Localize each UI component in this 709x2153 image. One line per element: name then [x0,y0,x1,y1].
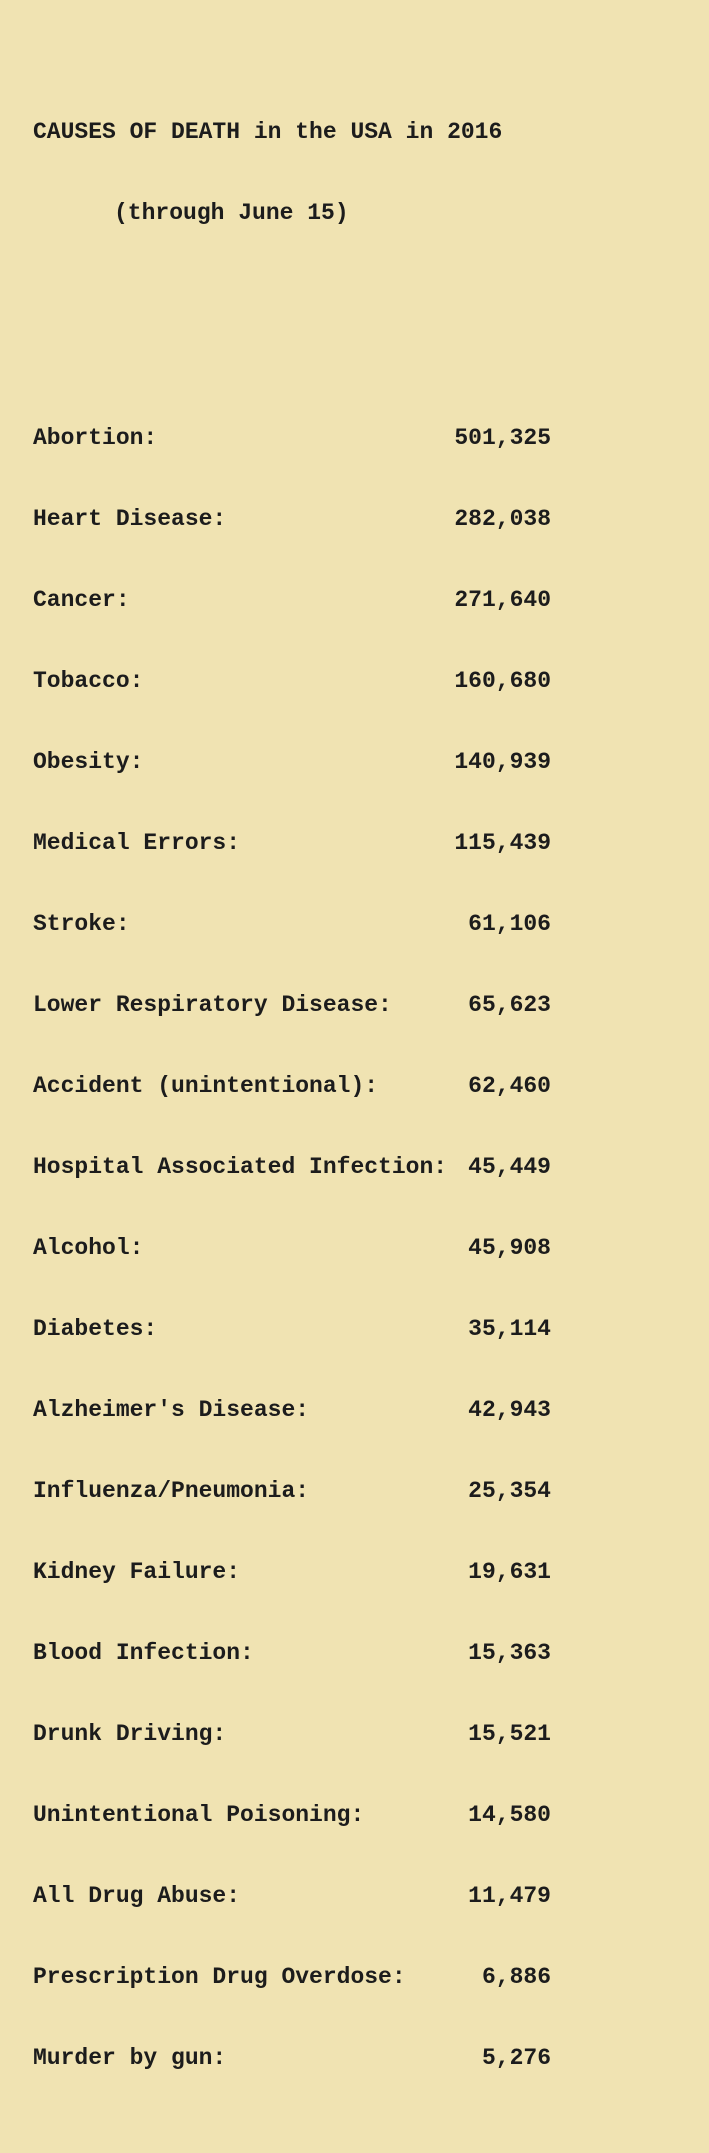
cause-label: Diabetes: [33,1316,158,1342]
cause-value: 14,580 [468,1802,551,1828]
list-item [33,1964,551,1991]
list-item [33,2045,551,2072]
cause-value: 25,354 [468,1478,551,1504]
list-item [33,1640,551,1667]
cause-value: 62,460 [468,1073,551,1099]
cause-value: 11,479 [468,1883,551,1909]
list-item [33,830,551,857]
cause-value: 15,363 [468,1640,551,1666]
list-item [33,1397,551,1424]
cause-value: 160,680 [454,668,551,694]
cause-label: All Drug Abuse: [33,1883,241,1909]
cause-value: 19,631 [468,1559,551,1585]
cause-label: Prescription Drug Overdose: [33,1964,406,1990]
page-title: CAUSES OF DEATH in the USA in 2016 [33,119,503,145]
cause-label: Stroke: [33,911,130,937]
cause-label: Medical Errors: [33,830,241,856]
list-item [33,1721,551,1748]
cause-label: Cancer: [33,587,130,613]
cause-value: 42,943 [468,1397,551,1423]
list-item [33,1883,551,1910]
cause-label: Heart Disease: [33,506,227,532]
list-item [33,668,551,695]
cause-label: Alzheimer's Disease: [33,1397,310,1423]
list-item [33,1154,551,1181]
cause-label: Hospital Associated Infection: [33,1154,448,1180]
list-item [33,587,551,614]
header [33,65,551,281]
cause-value: 35,114 [468,1316,551,1342]
cause-value: 282,038 [454,506,551,532]
cause-value: 45,449 [468,1154,551,1180]
cause-value: 271,640 [454,587,551,613]
cause-value: 65,623 [468,992,551,1018]
cause-value: 140,939 [454,749,551,775]
list-item [33,1235,551,1262]
cause-label: Lower Respiratory Disease: [33,992,392,1018]
list-item [33,911,551,938]
list-item [33,1478,551,1505]
cause-label: Tobacco: [33,668,144,694]
cause-value: 501,325 [454,425,551,451]
cause-label: Obesity: [33,749,144,775]
cause-label: Influenza/Pneumonia: [33,1478,310,1504]
cause-label: Murder by gun: [33,2045,227,2071]
list-item [33,992,551,1019]
cause-label: Blood Infection: [33,1640,254,1666]
list-item [33,1316,551,1343]
death-statistics-document [33,11,551,2153]
list-item [33,425,551,452]
list-item [33,506,551,533]
cause-value: 6,886 [481,1964,551,1990]
cause-value: 5,276 [481,2045,551,2071]
cause-label: Accident (unintentional): [33,1073,379,1099]
cause-label: Abortion: [33,425,158,451]
cause-label: Alcohol: [33,1235,144,1261]
list-item [33,1802,551,1829]
causes-of-death-list [33,371,551,2126]
cause-value: 61,106 [468,911,551,937]
cause-value: 115,439 [454,830,551,856]
list-item [33,1073,551,1100]
cause-value: 15,521 [468,1721,551,1747]
list-item [33,1559,551,1586]
page-subtitle: (through June 15) [114,200,349,226]
cause-label: Drunk Driving: [33,1721,227,1747]
cause-label: Kidney Failure: [33,1559,241,1585]
list-item [33,749,551,776]
cause-label: Unintentional Poisoning: [33,1802,365,1828]
cause-value: 45,908 [468,1235,551,1261]
